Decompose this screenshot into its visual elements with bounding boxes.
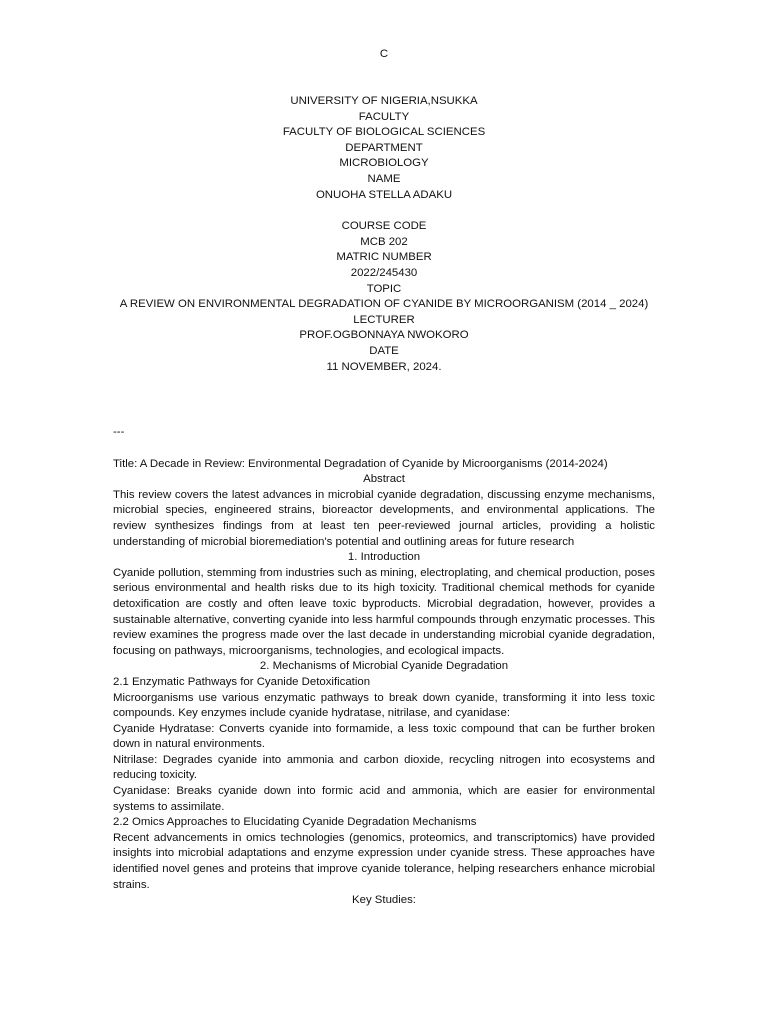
abstract-paragraph: This review covers the latest advances in microbial cyanide degradation, discussing enzyme mechanisms, microbial species, engineered strains, bioreactor developments, and environmental applications. The review synthesizes findings from at least ten peer-reviewed journal articles, providing a holistic understanding of microbial bioremediation's potential and outlining areas for future research xyxy=(113,488,655,548)
abstract-heading: Abstract xyxy=(363,473,405,486)
section-separator: --- xyxy=(113,426,125,438)
matric-number-value: 2022/245430 xyxy=(350,266,418,279)
review-title: Title: A Decade in Review: Environmental Degradation of Cyanide by Microorganisms (2014-2024) xyxy=(113,457,608,470)
date-value: 11 NOVEMBER, 2024. xyxy=(326,360,442,373)
key-studies-heading: Key Studies: xyxy=(352,894,416,907)
subsection-2-2-paragraph: Recent advancements in omics technologies (genomics, proteomics, and transcriptomics) have provided insights into microbial adaptations and enzyme expression under cyanide stress. These approaches have identified novel genes and proteins that improve cyanide tolerance, helping researchers enhance microbial strains. xyxy=(113,831,655,891)
university-name: UNIVERSITY OF NIGERIA,NSUKKA xyxy=(290,95,478,107)
introduction-heading: 1. Introduction xyxy=(347,551,421,564)
department-label: DEPARTMENT xyxy=(345,141,423,154)
lecturer-label: LECTURER xyxy=(353,313,415,326)
course-code-value: MCB 202 xyxy=(360,235,408,248)
cover-spacer xyxy=(100,203,668,219)
name-label: NAME xyxy=(367,172,401,185)
corner-mark: C xyxy=(379,48,389,60)
nitrilase-paragraph: Nitrilase: Degrades cyanide into ammonia and carbon dioxide, recycling nitrogen into ecosystems and reducing toxicity. xyxy=(113,753,655,782)
matric-number-label: MATRIC NUMBER xyxy=(336,251,432,264)
topic-label: TOPIC xyxy=(366,282,402,295)
cyanide-hydratase-paragraph: Cyanide Hydratase: Converts cyanide into formamide, a less toxic compound that can be further broken down in natural environments. xyxy=(113,722,655,751)
faculty-value: FACULTY OF BIOLOGICAL SCIENCES xyxy=(282,126,486,139)
date-label: DATE xyxy=(369,344,399,357)
mechanisms-heading: 2. Mechanisms of Microbial Cyanide Degradation xyxy=(259,660,509,673)
review-body xyxy=(113,425,655,909)
lecturer-value: PROF.OGBONNAYA NWOKORO xyxy=(299,329,469,342)
subsection-2-2-heading: 2.2 Omics Approaches to Elucidating Cyanide Degradation Mechanisms xyxy=(113,816,477,829)
name-value: ONUOHA STELLA ADAKU xyxy=(315,188,453,201)
department-value: MICROBIOLOGY xyxy=(339,157,429,170)
cover-block xyxy=(100,94,668,375)
subsection-2-1-heading: 2.1 Enzymatic Pathways for Cyanide Detoxification xyxy=(113,675,371,688)
subsection-2-1-paragraph: Microorganisms use various enzymatic pathways to break down cyanide, transforming it into less toxic compounds. Key enzymes include cyanide hydratase, nitrilase, and cyanidase: xyxy=(113,691,655,720)
course-code-label: COURSE CODE xyxy=(341,220,427,233)
cyanidase-paragraph: Cyanidase: Breaks cyanide down into formic acid and ammonia, which are easier for environmental systems to assimilate. xyxy=(113,785,655,813)
topic-value: A REVIEW ON ENVIRONMENTAL DEGRADATION OF CYANIDE BY MICROORGANISM (2014 _ 2024) xyxy=(119,298,649,311)
faculty-label: FACULTY xyxy=(358,110,410,123)
introduction-paragraph: Cyanide pollution, stemming from industries such as mining, electroplating, and chemical production, poses serious environmental and health risks due to its high toxicity. Traditional chemical methods for cyanide detoxification are costly and often leave toxic byproducts. Microbial degradation, however, provides a sustainable alternative, converting cyanide into less harmful compounds through enzymatic processes. This review examines the progress made over the last decade in understanding microbial cyanide degradation, focusing on pathways, microorganisms, technologies, and ecological impacts. xyxy=(113,566,655,657)
